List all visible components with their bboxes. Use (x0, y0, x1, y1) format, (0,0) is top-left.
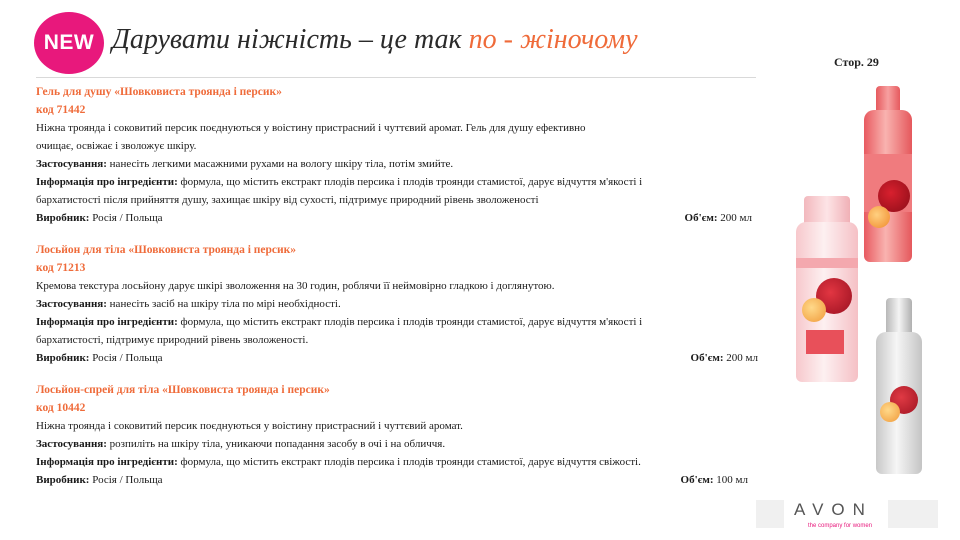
product-description: Кремова текстура лосьйону дарує шкірі зволоження на 30 годин, роблячи її неймовірно гладкою і доглянутою. (36, 280, 555, 292)
avon-logo-tagline: the company for women (808, 523, 873, 529)
product-code: код 10442 (36, 402, 86, 414)
product-volume: Об'єм: 200 мл (690, 352, 758, 364)
shower-gel-bottle-image (864, 86, 912, 262)
new-badge (34, 12, 104, 74)
product-body-spray (36, 381, 758, 489)
product-ingredients: Інформація про інгредієнти: формула, що містить екстракт плодів персика і плодів троянди стамистої, дарує відчуття м'якості і (36, 316, 643, 328)
avon-logo-wordmark: AVON (794, 500, 873, 519)
product-code: код 71213 (36, 262, 86, 274)
product-maker: Виробник: Росія / Польща (36, 474, 163, 486)
footer-strip-left (756, 500, 784, 528)
product-maker: Виробник: Росія / Польща (36, 212, 163, 224)
product-maker: Виробник: Росія / Польща (36, 352, 163, 364)
product-body-lotion (36, 241, 758, 367)
product-ingredients: Інформація про інгредієнти: формула, що містить екстракт плодів персика і плодів троянди стамистої, дарує відчуття свіжості. (36, 456, 641, 468)
new-badge-label: NEW (43, 31, 95, 54)
product-ingredients: Інформація про інгредієнти: формула, що містить екстракт плодів персика і плодів троянди стамистої, дарує відчуття м'якості і (36, 176, 643, 188)
avon-logo (786, 500, 938, 532)
page-number: Стор. 29 (834, 55, 879, 69)
body-spray-bottle-image (876, 298, 922, 474)
product-volume: Об'єм: 200 мл (684, 212, 752, 224)
product-title: Гель для душу «Шовковиста троянда і персик» (36, 86, 282, 98)
product-maker-row (36, 349, 758, 367)
product-volume: Об'єм: 100 мл (680, 474, 748, 486)
product-description-cont: очищає, освіжає і зволожує шкіру. (36, 140, 197, 152)
product-usage: Застосування: нанесіть засіб на шкіру тіла по мірі необхідності. (36, 298, 341, 310)
product-list (36, 83, 758, 503)
product-description: Ніжна троянда і соковитий персик поєднуються у воістину пристрасний і чуттєвий аромат. (36, 420, 463, 432)
product-title: Лосьйон для тіла «Шовковиста троянда і персик» (36, 244, 297, 256)
product-title: Лосьйон-спрей для тіла «Шовковиста троянда і персик» (36, 384, 330, 396)
product-code: код 71442 (36, 104, 86, 116)
body-lotion-bottle-image (796, 196, 858, 382)
product-ingredients-cont: бархатистості, підтримує природний рівень зволоженості. (36, 334, 309, 346)
product-maker-row (36, 471, 758, 489)
product-shower-gel (36, 83, 758, 227)
page-title: Дарувати ніжність – це так по - жіночому (112, 24, 638, 55)
product-description: Ніжна троянда і соковитий персик поєднуються у воістину пристрасний і чуттєвий аромат. Гель для душу ефективно (36, 122, 586, 134)
product-maker-row (36, 209, 758, 227)
product-usage: Застосування: розпиліть на шкіру тіла, уникаючи попадання засобу в очі і на обличчя. (36, 438, 446, 450)
title-divider (36, 77, 756, 78)
product-usage: Застосування: нанесіть легкими масажними рухами на вологу шкіру тіла, потім змийте. (36, 158, 454, 170)
product-ingredients-cont: бархатистості після прийняття душу, захищає шкіру від сухості, підтримує природний рівень зволоженості (36, 194, 539, 206)
